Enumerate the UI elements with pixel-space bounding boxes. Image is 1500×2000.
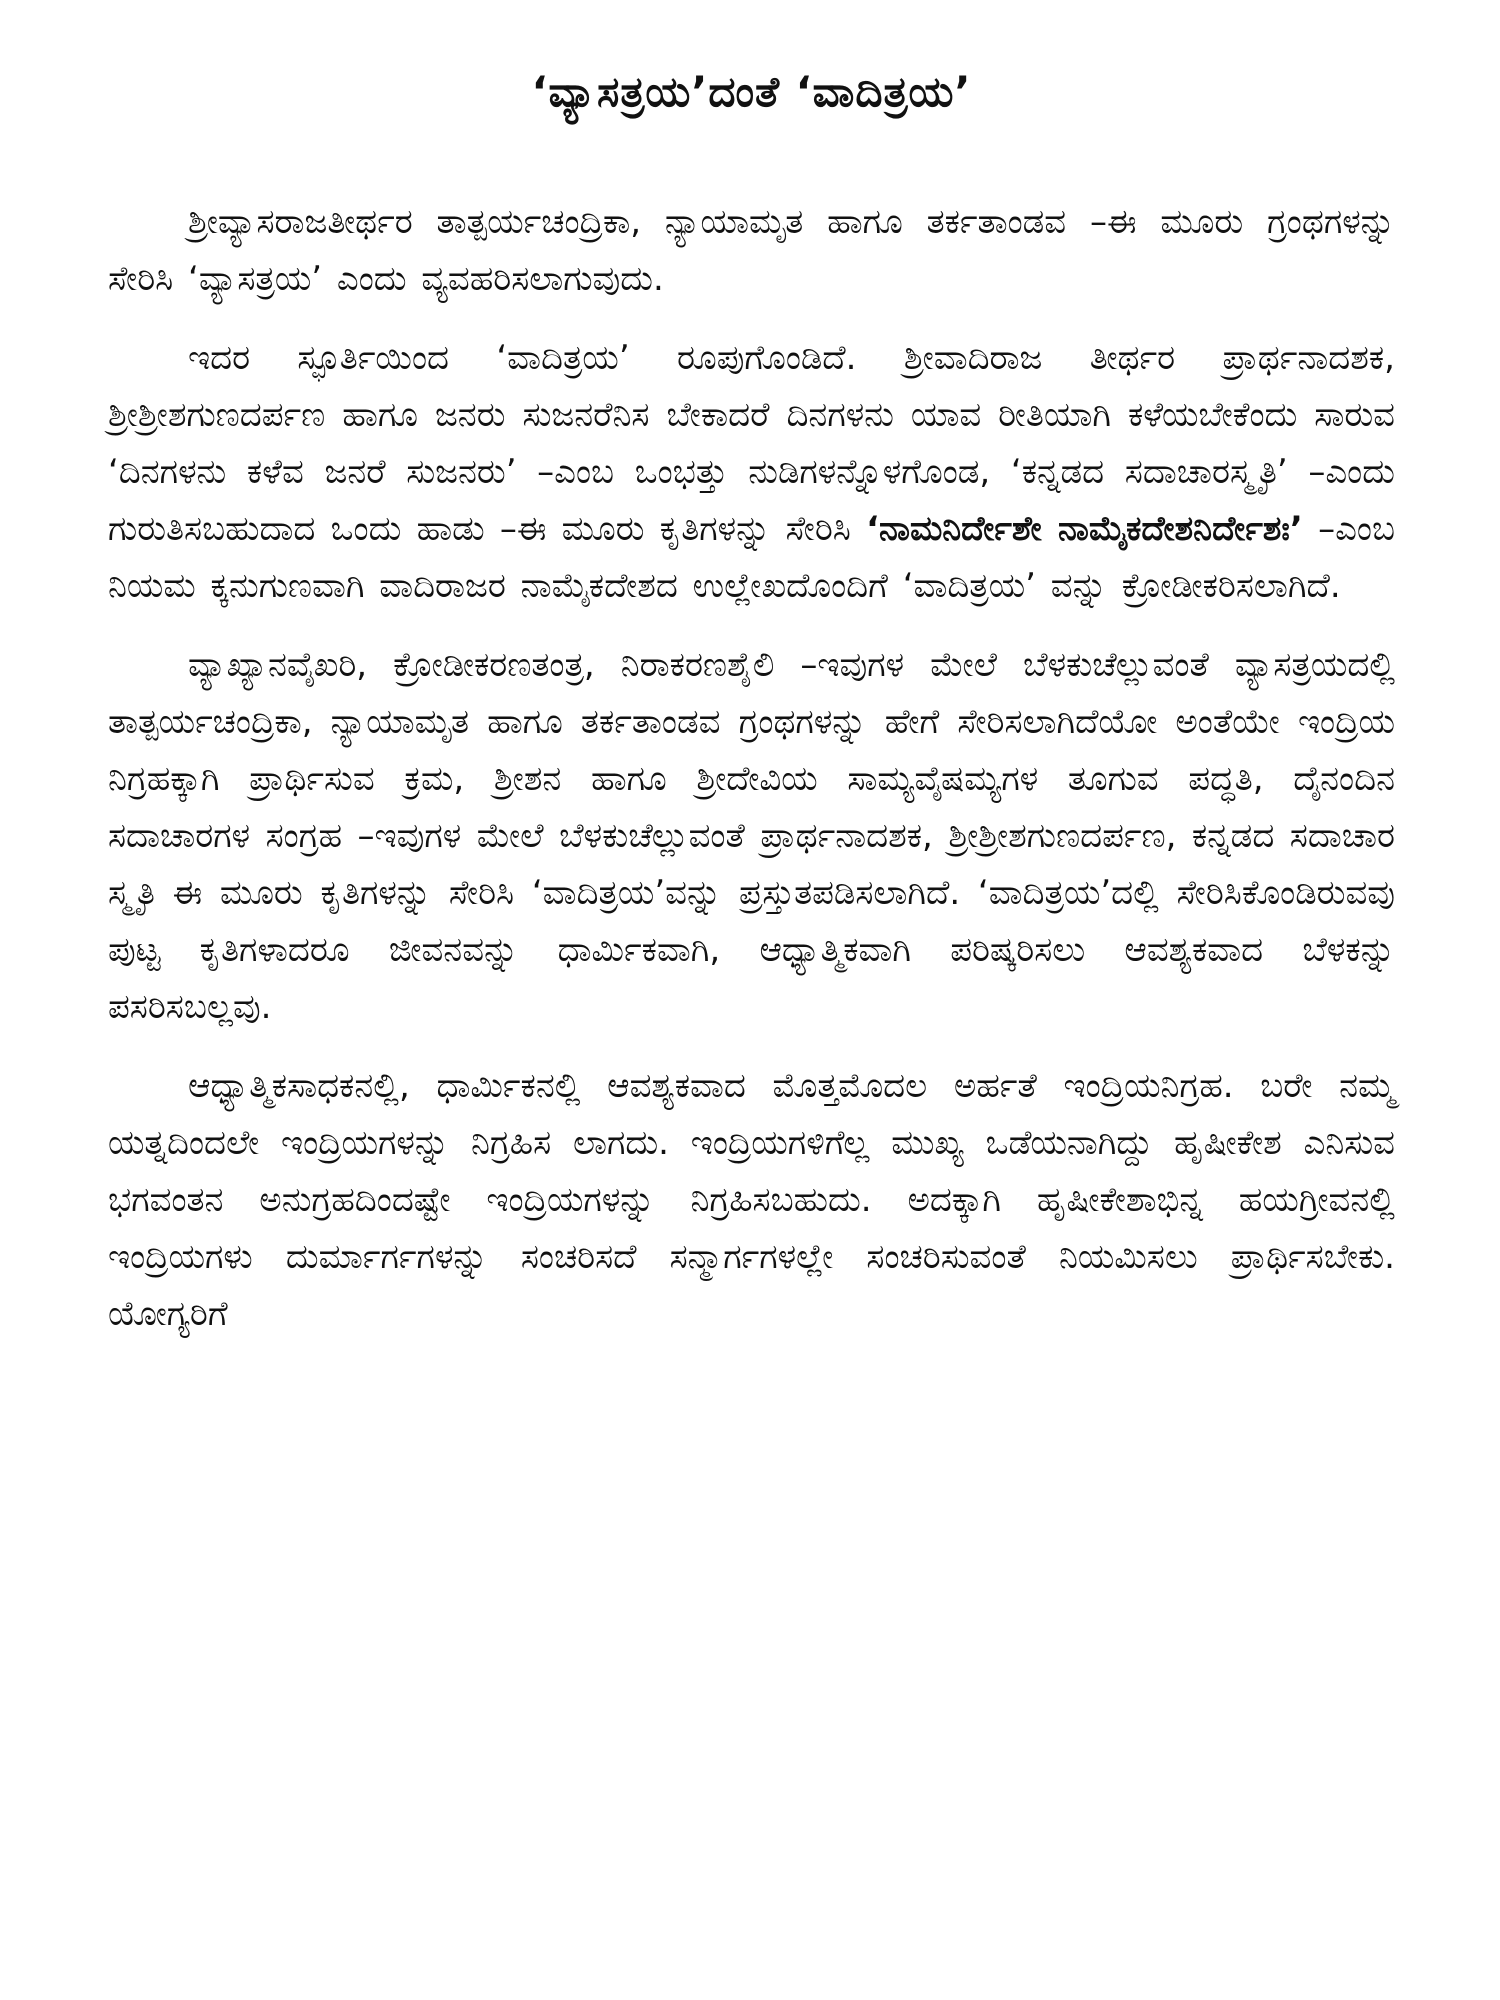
paragraph-4: ಆಧ್ಯಾತ್ಮಿಕಸಾಧಕನಲ್ಲಿ, ಧಾರ್ಮಿಕನಲ್ಲಿ ಆವಶ್ಯಕವಾದ ಮೊತ್ತಮೊದಲ ಅರ್ಹತೆ ಇಂದ್ರಿಯನಿಗ್ರಹ. ಬರೇ ನಮ್ಮ ಯತ್ನದಿಂದಲೇ ಇಂದ್ರಿಯಗಳನ್ನು ನಿಗ್ರಹಿಸ ಲಾಗದು. ಇಂದ್ರಿಯಗಳಿಗೆಲ್ಲ ಮುಖ್ಯ ಒಡೆಯನಾಗಿದ್ದು ಹೃಷೀಕೇಶ ಎನಿಸುವ ಭಗವಂತನ ಅನುಗ್ರಹದಿಂದಷ್ಟೇ ಇಂದ್ರಿಯಗಳನ್ನು ನಿಗ್ರಹಿಸಬಹುದು. ಅದಕ್ಕಾಗಿ ಹೃಷೀಕೇಶಾಭಿನ್ನ ಹಯಗ್ರೀವನಲ್ಲಿ ಇಂದ್ರಿಯಗಳು ದುರ್ಮಾರ್ಗಗಳನ್ನು ಸಂಚರಿಸದೆ ಸನ್ಮಾರ್ಗಗಳಲ್ಲೇ ಸಂಚರಿಸುವಂತೆ ನಿಯಮಿಸಲು ಪ್ರಾರ್ಥಿಸಬೇಕು. ಯೋಗ್ಯರಿಗೆ	[108, 1066, 1395, 1334]
page-title: ‘ವ್ಯಾಸತ್ರಯ’ದಂತೆ ‘ವಾದಿತ್ರಯ’	[531, 67, 972, 116]
paragraph-2	[108, 330, 1395, 615]
paragraph-1: ಶ್ರೀವ್ಯಾಸರಾಜತೀರ್ಥರ ತಾತ್ಪರ್ಯಚಂದ್ರಿಕಾ, ನ್ಯಾಯಾಮೃತ ಹಾಗೂ ತರ್ಕತಾಂಡವ –ಈ ಮೂರು ಗ್ರಂಥಗಳನ್ನು ಸೇರಿಸಿ ‘ವ್ಯಾಸತ್ರಯ’ ಎಂದು ವ್ಯವಹರಿಸಲಾಗುವುದು.	[108, 202, 1395, 299]
paragraph-3: ವ್ಯಾಖ್ಯಾನವೈಖರಿ, ಕ್ರೋಡೀಕರಣತಂತ್ರ, ನಿರಾಕರಣಶೈಲಿ –ಇವುಗಳ ಮೇಲೆ ಬೆಳಕುಚೆಲ್ಲುವಂತೆ ವ್ಯಾಸತ್ರಯದಲ್ಲಿ ತಾತ್ಪರ್ಯಚಂದ್ರಿಕಾ, ನ್ಯಾಯಾಮೃತ ಹಾಗೂ ತರ್ಕತಾಂಡವ ಗ್ರಂಥಗಳನ್ನು ಹೇಗೆ ಸೇರಿಸಲಾಗಿದೆಯೋ ಅಂತೆಯೇ ಇಂದ್ರಿಯ ನಿಗ್ರಹಕ್ಕಾಗಿ ಪ್ರಾರ್ಥಿಸುವ ಕ್ರಮ, ಶ್ರೀಶನ ಹಾಗೂ ಶ್ರೀದೇವಿಯ ಸಾಮ್ಯವೈಷಮ್ಯಗಳ ತೂಗುವ ಪದ್ಧತಿ, ದೈನಂದಿನ ಸದಾಚಾರಗಳ ಸಂಗ್ರಹ –ಇವುಗಳ ಮೇಲೆ ಬೆಳಕುಚೆಲ್ಲುವಂತೆ ಪ್ರಾರ್ಥನಾದಶಕ, ಶ್ರೀಶ್ರೀಶಗುಣದರ್ಪಣ, ಕನ್ನಡದ ಸದಾಚಾರ ಸ್ಮೃತಿ ಈ ಮೂರು ಕೃತಿಗಳನ್ನು ಸೇರಿಸಿ ‘ವಾದಿತ್ರಯ’ವನ್ನು ಪ್ರಸ್ತುತಪಡಿಸಲಾಗಿದೆ. ‘ವಾದಿತ್ರಯ’ದಲ್ಲಿ ಸೇರಿಸಿಕೊಂಡಿರುವವು ಪುಟ್ಟ ಕೃತಿಗಳಾದರೂ ಜೀವನವನ್ನು ಧಾರ್ಮಿಕವಾಗಿ, ಆಧ್ಯಾತ್ಮಿಕವಾಗಿ ಪರಿಷ್ಕರಿಸಲು ಆವಶ್ಯಕವಾದ ಬೆಳಕನ್ನು ಪಸರಿಸಬಲ್ಲವು.	[108, 645, 1395, 1027]
paragraph-2-text-before: ಇದರ ಸ್ಫೂರ್ತಿಯಿಂದ ‘ವಾದಿತ್ರಯ’ ರೂಪುಗೊಂಡಿದೆ. ಶ್ರೀವಾದಿರಾಜ ತೀರ್ಥರ ಪ್ರಾರ್ಥನಾದಶಕ, ಶ್ರೀಶ್ರೀಶಗುಣದರ್ಪಣ ಹಾಗೂ ಜನರು ಸುಜನರೆನಿಸ ಬೇಕಾದರೆ ದಿನಗಳನು ಯಾವ ರೀತಿಯಾಗಿ ಕಳೆಯಬೇಕೆಂದು ಸಾರುವ ‘ದಿನಗಳನು ಕಳೆವ ಜನರೆ ಸುಜನರು’ –ಎಂಬ ಒಂಭತ್ತು ನುಡಿಗಳನ್ನೊಳಗೊಂಡ, ‘ಕನ್ನಡದ ಸದಾಚಾರಸ್ಮೃತಿ’ –ಎಂದು ಗುರುತಿಸಬಹುದಾದ ಒಂದು ಹಾಡು –ಈ ಮೂರು ಕೃತಿಗಳನ್ನು ಸೇರಿಸಿ	[108, 338, 1395, 549]
paragraph-2-bold-phrase: ‘ನಾಮನಿರ್ದೇಶೇ ನಾಮೈಕದೇಶನಿರ್ದೇಶಃ’	[866, 509, 1303, 549]
paragraph-2-text-after: –ಎಂಬ ನಿಯಮ ಕ್ಕನುಗುಣವಾಗಿ ವಾದಿರಾಜರ ನಾಮೈಕದೇಶದ ಉಲ್ಲೇಖದೊಂದಿಗೆ ‘ವಾದಿತ್ರಯ’ ವನ್ನು ಕ್ರೋಡೀಕರಿಸಲಾಗಿದೆ.	[108, 509, 1395, 606]
